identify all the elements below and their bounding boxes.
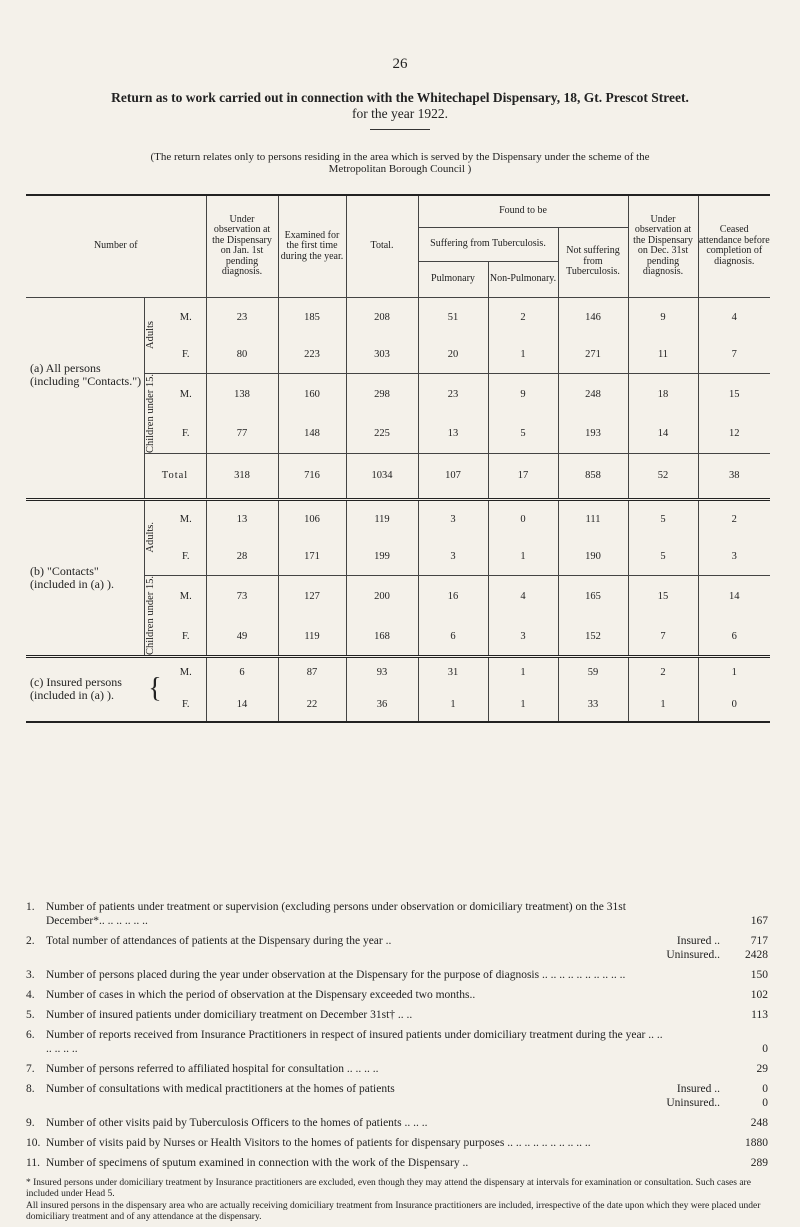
cell: 1	[488, 656, 558, 688]
list-item	[26, 1062, 770, 1076]
cell: 93	[346, 656, 418, 688]
sex-label: M.	[166, 656, 206, 688]
scope-note	[40, 151, 760, 175]
item-text: Number of persons placed during the year under observation at the Dispensary for the purpose of diagnosis .. .. .. .. .. .. .. .. .. ..	[46, 969, 626, 981]
cell: 18	[628, 373, 698, 415]
sex-label: F.	[181, 428, 190, 440]
item-text: Number of cases in which the period of observation at the Dispensary exceeded two months..	[46, 989, 476, 1001]
cell: 52	[628, 453, 698, 499]
cell: 248	[558, 373, 628, 415]
cell: 0	[488, 499, 558, 539]
item-value: 150	[750, 969, 768, 981]
cell: 127	[278, 575, 346, 618]
cell: 225	[346, 415, 418, 453]
cell: 15	[698, 373, 770, 415]
cell: 1	[698, 656, 770, 688]
cell: 160	[278, 373, 346, 415]
list-item	[26, 968, 770, 982]
cell: 3	[418, 539, 488, 575]
sex-label: M.	[166, 499, 206, 539]
cell: 223	[278, 337, 346, 373]
cell: 165	[558, 575, 628, 618]
cell: 6	[206, 656, 278, 688]
item-value: 0	[762, 1043, 768, 1055]
list-item	[26, 1082, 770, 1110]
cell: 148	[278, 415, 346, 453]
item-value: 29	[756, 1063, 768, 1075]
cell: 152	[558, 618, 628, 656]
cell: 17	[488, 453, 558, 499]
item-text: Number of insured patients under domiciliary treatment on December 31st† .. ..	[46, 1009, 413, 1021]
footnote-1: * Insured persons under domiciliary treatment by Insurance practitioners are excluded, even though they may attend the dispensary at intervals for examination or consultation. Such cases are included under Head 5.	[26, 1178, 751, 1199]
cell: 31	[418, 656, 488, 688]
section-a-label: (a) All persons (including "Contacts.")	[30, 361, 142, 389]
header-not-suffering: Not suffering from Tuberculosis.	[558, 227, 628, 297]
cell: 185	[278, 297, 346, 337]
cell: 2	[488, 297, 558, 337]
cell: 0	[698, 688, 770, 722]
list-item	[26, 988, 770, 1002]
sex-label: F.	[166, 688, 206, 722]
group-adults-a: Adults	[144, 320, 156, 349]
cell: 23	[206, 297, 278, 337]
item-value: 0	[762, 1097, 768, 1109]
item-subtype: Uninsured..	[666, 1097, 720, 1109]
brace-icon: {	[148, 673, 162, 705]
cell: 87	[278, 656, 346, 688]
cell: 6	[418, 618, 488, 656]
cell: 1	[418, 688, 488, 722]
cell: 716	[278, 453, 346, 499]
item-number: 4.	[26, 989, 35, 1001]
item-value: 0	[762, 1083, 768, 1095]
total-label: Total	[144, 453, 206, 499]
item-value: 167	[750, 915, 768, 927]
list-item	[26, 1116, 770, 1130]
statistics-list	[26, 900, 770, 1176]
cell: 36	[346, 688, 418, 722]
cell: 107	[418, 453, 488, 499]
item-value: 248	[750, 1117, 768, 1129]
item-subtype: Uninsured..	[666, 949, 720, 961]
item-value: 102	[750, 989, 768, 1001]
cell: 2	[698, 499, 770, 539]
sex-label: M.	[166, 373, 206, 415]
group-adults-b: Adults.	[144, 522, 156, 553]
item-text: Total number of attendances of patients at the Dispensary during the year ..	[46, 935, 392, 947]
item-number: 3.	[26, 969, 35, 981]
cell: 23	[418, 373, 488, 415]
cell: 6	[698, 618, 770, 656]
cell: 1	[488, 688, 558, 722]
item-text: Number of other visits paid by Tuberculosis Officers to the homes of patients .. .. ..	[46, 1117, 428, 1129]
cell: 38	[698, 453, 770, 499]
header-ceased-attendance: Ceased attendance before completion of diagnosis.	[698, 195, 770, 297]
cell: 303	[346, 337, 418, 373]
item-number: 10.	[26, 1137, 41, 1149]
item-number: 2.	[26, 935, 35, 947]
report-title	[30, 90, 770, 122]
cell: 138	[206, 373, 278, 415]
cell: 51	[418, 297, 488, 337]
sex-label: M.	[179, 311, 192, 323]
page-number: 26	[392, 56, 408, 72]
header-suffering: Suffering from Tuberculosis.	[418, 227, 558, 261]
list-item	[26, 1028, 770, 1056]
cell: 4	[698, 297, 770, 337]
cell: 22	[278, 688, 346, 722]
cell: 106	[278, 499, 346, 539]
cell: 5	[488, 415, 558, 453]
item-number: 6.	[26, 1029, 35, 1041]
cell: 2	[628, 656, 698, 688]
sex-label: F.	[181, 551, 190, 563]
cell: 4	[488, 575, 558, 618]
title-line-1: Return as to work carried out in connection with the Whitechapel Dispensary, 18, Gt. Prescot Street.	[111, 90, 689, 105]
cell: 49	[206, 618, 278, 656]
cell: 858	[558, 453, 628, 499]
item-text: Number of visits paid by Nurses or Health Visitors to the homes of patients for dispensary purposes .. .. .. .. .. .. .. .. .. ..	[46, 1137, 591, 1149]
header-pulmonary: Pulmonary	[418, 261, 488, 297]
cell: 33	[558, 688, 628, 722]
cell: 12	[698, 415, 770, 453]
section-b-label: (b) "Contacts" (included in (a) ).	[26, 499, 144, 656]
cell: 13	[206, 499, 278, 539]
item-number: 11.	[26, 1157, 40, 1169]
cell: 7	[698, 337, 770, 373]
header-under-observation-dec: Under observation at the Dispensary on Dec. 31st pending diagnosis.	[628, 195, 698, 297]
cell: 119	[278, 618, 346, 656]
cell: 20	[418, 337, 488, 373]
section-c-label: (c) Insured persons (included in (a) ).	[26, 656, 144, 722]
cell: 28	[206, 539, 278, 575]
cell: 119	[346, 499, 418, 539]
item-value: 2428	[745, 949, 768, 961]
item-text: Number of reports received from Insurance Practitioners in respect of insured patients under domiciliary treatment during the year .. .. .. .. .. ..	[46, 1029, 663, 1055]
sex-label: M.	[166, 575, 206, 618]
cell: 168	[346, 618, 418, 656]
cell: 1	[488, 337, 558, 373]
title-line-2: for the year 1922.	[352, 106, 448, 121]
cell: 80	[206, 337, 278, 373]
sex-label: F.	[181, 349, 190, 361]
title-rule	[370, 129, 430, 130]
item-text: Number of persons referred to affiliated hospital for consultation .. .. .. ..	[46, 1063, 379, 1075]
list-item	[26, 1136, 770, 1150]
item-value: 1880	[745, 1137, 768, 1149]
cell: 298	[346, 373, 418, 415]
header-total: Total.	[346, 195, 418, 297]
item-value: 289	[750, 1157, 768, 1169]
item-text: Number of consultations with medical practitioners at the homes of patients	[46, 1083, 395, 1095]
cell: 3	[418, 499, 488, 539]
cell: 9	[488, 373, 558, 415]
cell: 318	[206, 453, 278, 499]
sex-label: F.	[181, 630, 190, 642]
cell: 16	[418, 575, 488, 618]
cell: 13	[418, 415, 488, 453]
cell: 7	[628, 618, 698, 656]
header-examined: Examined for the first time during the year.	[278, 195, 346, 297]
cell: 200	[346, 575, 418, 618]
item-number: 5.	[26, 1009, 35, 1021]
cell: 11	[628, 337, 698, 373]
cell: 1034	[346, 453, 418, 499]
cell: 77	[206, 415, 278, 453]
cell: 15	[628, 575, 698, 618]
header-number-of: Number of	[26, 195, 206, 297]
group-children-b: Children under 15.	[144, 575, 156, 655]
list-item	[26, 1008, 770, 1022]
list-item	[26, 1156, 770, 1170]
item-number: 7.	[26, 1063, 35, 1075]
cell: 193	[558, 415, 628, 453]
header-non-pulmonary: Non-Pulmonary.	[488, 261, 558, 297]
cell: 1	[628, 688, 698, 722]
item-number: 9.	[26, 1117, 35, 1129]
footnotes	[26, 1178, 770, 1224]
list-item	[26, 900, 770, 928]
cell: 5	[628, 499, 698, 539]
cell: 3	[698, 539, 770, 575]
cell: 271	[558, 337, 628, 373]
cell: 146	[558, 297, 628, 337]
header-found-to-be: Found to be	[418, 195, 628, 227]
cell: 9	[628, 297, 698, 337]
cell: 111	[558, 499, 628, 539]
note-line-1: (The return relates only to persons residing in the area which is served by the Dispensary under the scheme of the	[150, 151, 650, 163]
cell: 14	[206, 688, 278, 722]
cell: 3	[488, 618, 558, 656]
cell: 199	[346, 539, 418, 575]
item-number: 8.	[26, 1083, 35, 1095]
cell: 14	[698, 575, 770, 618]
dispensary-return-table	[26, 194, 770, 723]
cell: 73	[206, 575, 278, 618]
cell: 1	[488, 539, 558, 575]
item-subtype: Insured ..	[676, 935, 720, 947]
item-subtype: Insured ..	[676, 1083, 720, 1095]
cell: 208	[346, 297, 418, 337]
item-text: Number of specimens of sputum examined in connection with the work of the Dispensary ..	[46, 1157, 469, 1169]
item-text: Number of patients under treatment or supervision (excluding persons under observation or domiciliary treatment) on the 31st December*.. .. .. .. .. ..	[46, 901, 626, 927]
item-value: 113	[751, 1009, 768, 1021]
header-under-observation-jan: Under observation at the Dispensary on Jan. 1st pending diagnosis.	[206, 195, 278, 297]
item-value: 717	[750, 935, 768, 947]
cell: 190	[558, 539, 628, 575]
cell: 171	[278, 539, 346, 575]
cell: 59	[558, 656, 628, 688]
cell: 14	[628, 415, 698, 453]
footnote-2: All insured persons in the dispensary area who are actually receiving domiciliary treatment from Insurance practitioners are included, irrespective of the date upon which they were placed under domiciliary treatment and of any attendance at the dispensary.	[26, 1201, 761, 1222]
note-line-2: Metropolitan Borough Council )	[328, 163, 472, 175]
item-number: 1.	[26, 901, 35, 913]
cell: 5	[628, 539, 698, 575]
list-item	[26, 934, 770, 962]
group-children-a: Children under 15.	[144, 373, 156, 453]
